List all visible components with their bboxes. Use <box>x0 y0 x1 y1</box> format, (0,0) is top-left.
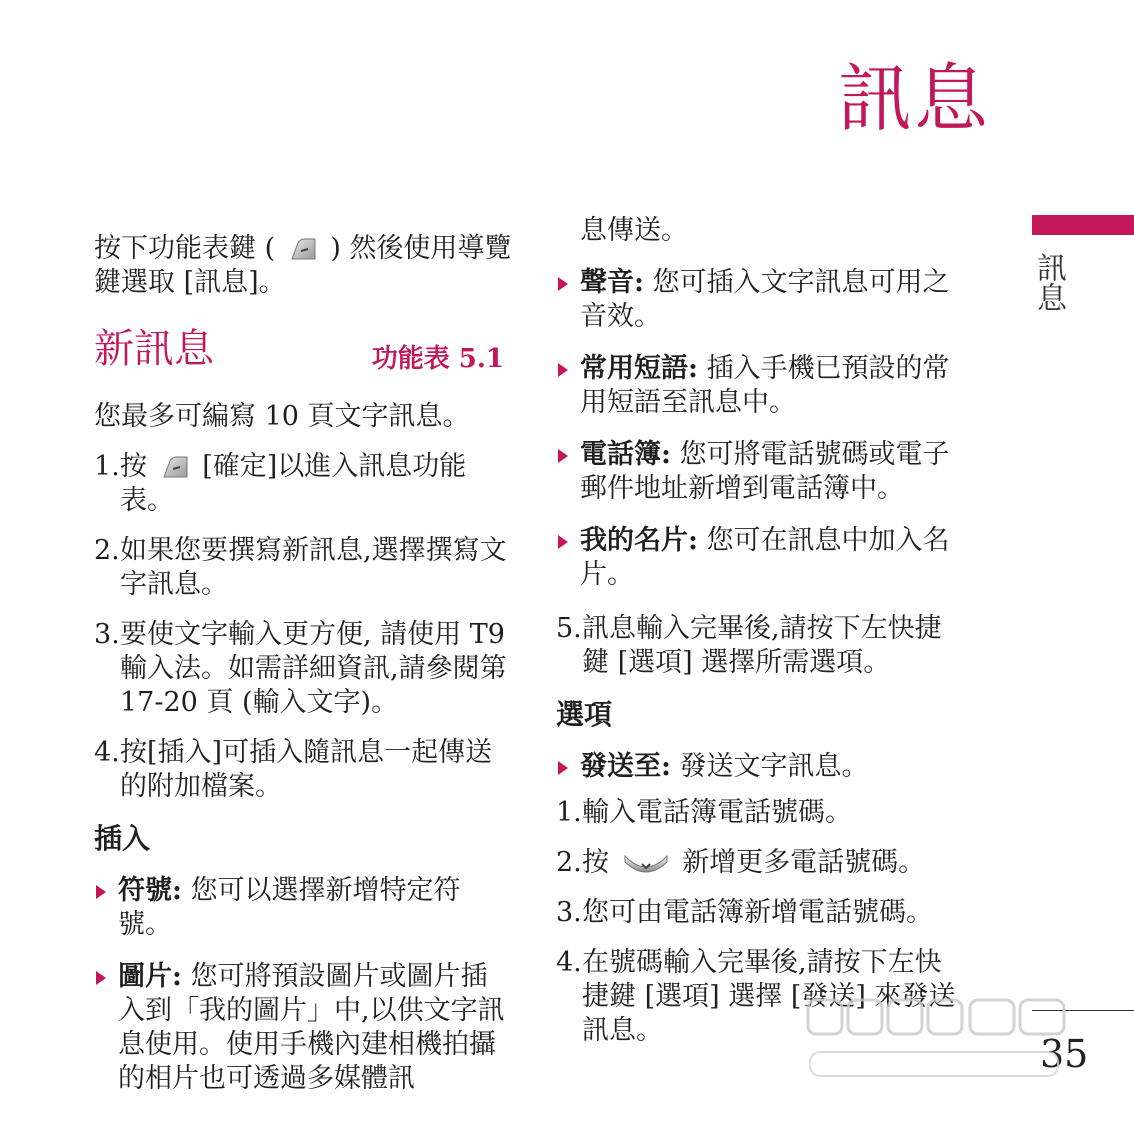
insert-heading: 插入 <box>94 822 151 855</box>
step-item <box>556 846 966 880</box>
intro-text-before: 按下功能表鍵 ( <box>94 233 276 264</box>
bullet-label: 聲音: <box>580 267 644 298</box>
chapter-title: 訊息 <box>838 56 990 142</box>
step-item <box>94 450 514 518</box>
left-softkey-icon <box>288 237 318 263</box>
step-number: 2. <box>94 535 120 566</box>
bullet-item <box>94 960 514 1096</box>
step-text: 您可由電話簿新增電話號碼。 <box>582 897 933 928</box>
bullet-text: 插入手機已預設的常用短語至訊息中。 <box>580 353 950 418</box>
step-number: 4. <box>94 737 120 768</box>
left-softkey-icon <box>160 455 190 481</box>
step-item <box>556 612 966 680</box>
step-text: 訊息輸入完畢後,請按下左快捷鍵 [選項] 選擇所需選項。 <box>582 613 942 678</box>
step-item <box>556 796 966 830</box>
bullet-item <box>556 352 966 420</box>
step-item <box>556 896 966 930</box>
bullet-triangle-icon <box>558 761 568 775</box>
step-text-after: [確定]以進入訊息功能表。 <box>120 451 467 516</box>
bullet-label: 常用短語: <box>580 353 698 384</box>
step-number: 1. <box>94 451 120 482</box>
step-text: 輸入電話簿電話號碼。 <box>582 797 852 828</box>
step-item <box>94 736 514 804</box>
bullet-text: 發送文字訊息。 <box>670 751 869 782</box>
bullet-item <box>556 524 966 592</box>
bullet-text: 您可將預設圖片或圖片插入到「我的圖片」中,以供文字訊息使用。使用手機內建相機拍攝的相片也可透過多媒體訊 <box>118 961 505 1094</box>
left-column <box>94 232 514 1096</box>
side-tab-bar <box>1032 215 1134 235</box>
bullet-label: 符號: <box>118 875 182 906</box>
navigation-key-icon <box>622 852 670 876</box>
bullet-triangle-icon <box>558 277 568 291</box>
section-title: 新訊息 <box>94 326 214 372</box>
bullet-triangle-icon <box>96 885 106 899</box>
bullet-item <box>556 438 966 506</box>
step-number: 1. <box>556 797 582 828</box>
intro-paragraph <box>94 232 514 300</box>
step-item <box>94 534 514 602</box>
options-heading: 選項 <box>556 698 613 731</box>
step-text-after: 新增更多電話號碼。 <box>682 847 926 878</box>
bullet-triangle-icon <box>558 449 568 463</box>
page-number: 35 <box>1040 1032 1089 1076</box>
continued-text: 息傳送。 <box>580 215 688 246</box>
right-column <box>556 214 966 1048</box>
bullet-item <box>556 750 966 784</box>
side-tab-label: 訊息 <box>1031 252 1066 312</box>
step-text: 如果您要撰寫新訊息,選擇撰寫文字訊息。 <box>120 535 507 600</box>
lead-text: 您最多可編寫 10 頁文字訊息。 <box>94 401 470 432</box>
step-item <box>94 618 514 720</box>
bullet-label: 電話簿: <box>580 439 671 470</box>
step-text: 在號碼輸入完畢後,請按下左快捷鍵 [選項] 選擇 [發送] 來發送訊息。 <box>582 947 956 1046</box>
bullet-label: 圖片: <box>118 961 182 992</box>
step-text-before: 按 <box>582 847 609 878</box>
step-number: 5. <box>556 613 582 644</box>
bullet-triangle-icon <box>558 363 568 377</box>
step-number: 2. <box>556 847 582 878</box>
step-number: 3. <box>556 897 582 928</box>
bullet-label: 發送至: <box>580 751 671 782</box>
bullet-triangle-icon <box>96 971 106 985</box>
bullet-text: 您可在訊息中加入名片。 <box>580 525 950 590</box>
intro-text-after: ) 然後使用導覽鍵選取 [訊息]。 <box>94 233 512 298</box>
step-text: 要使文字輸入更方便, 請使用 T9 輸入法。如需詳細資訊,請參閱第 17-20 頁 (輸入文字)。 <box>120 619 507 718</box>
bullet-item <box>94 874 514 942</box>
bullet-triangle-icon <box>558 535 568 549</box>
bullet-text: 您可將電話號碼或電子郵件地址新增到電話簿中。 <box>580 439 950 504</box>
bullet-item <box>556 266 966 334</box>
step-text-before: 按 <box>120 451 147 482</box>
bullet-text: 您可以選擇新增特定符號。 <box>118 875 461 940</box>
section-heading <box>94 326 514 384</box>
step-number: 3. <box>94 619 120 650</box>
step-text: 按[插入]可插入隨訊息一起傳送的附加檔案。 <box>120 737 493 802</box>
bullet-label: 我的名片: <box>580 525 698 556</box>
watermark-logo <box>800 990 1070 1090</box>
bullet-text: 您可插入文字訊息可用之音效。 <box>580 267 950 332</box>
menu-reference: 功能表 5.1 <box>371 344 504 374</box>
step-number: 4. <box>556 947 582 978</box>
